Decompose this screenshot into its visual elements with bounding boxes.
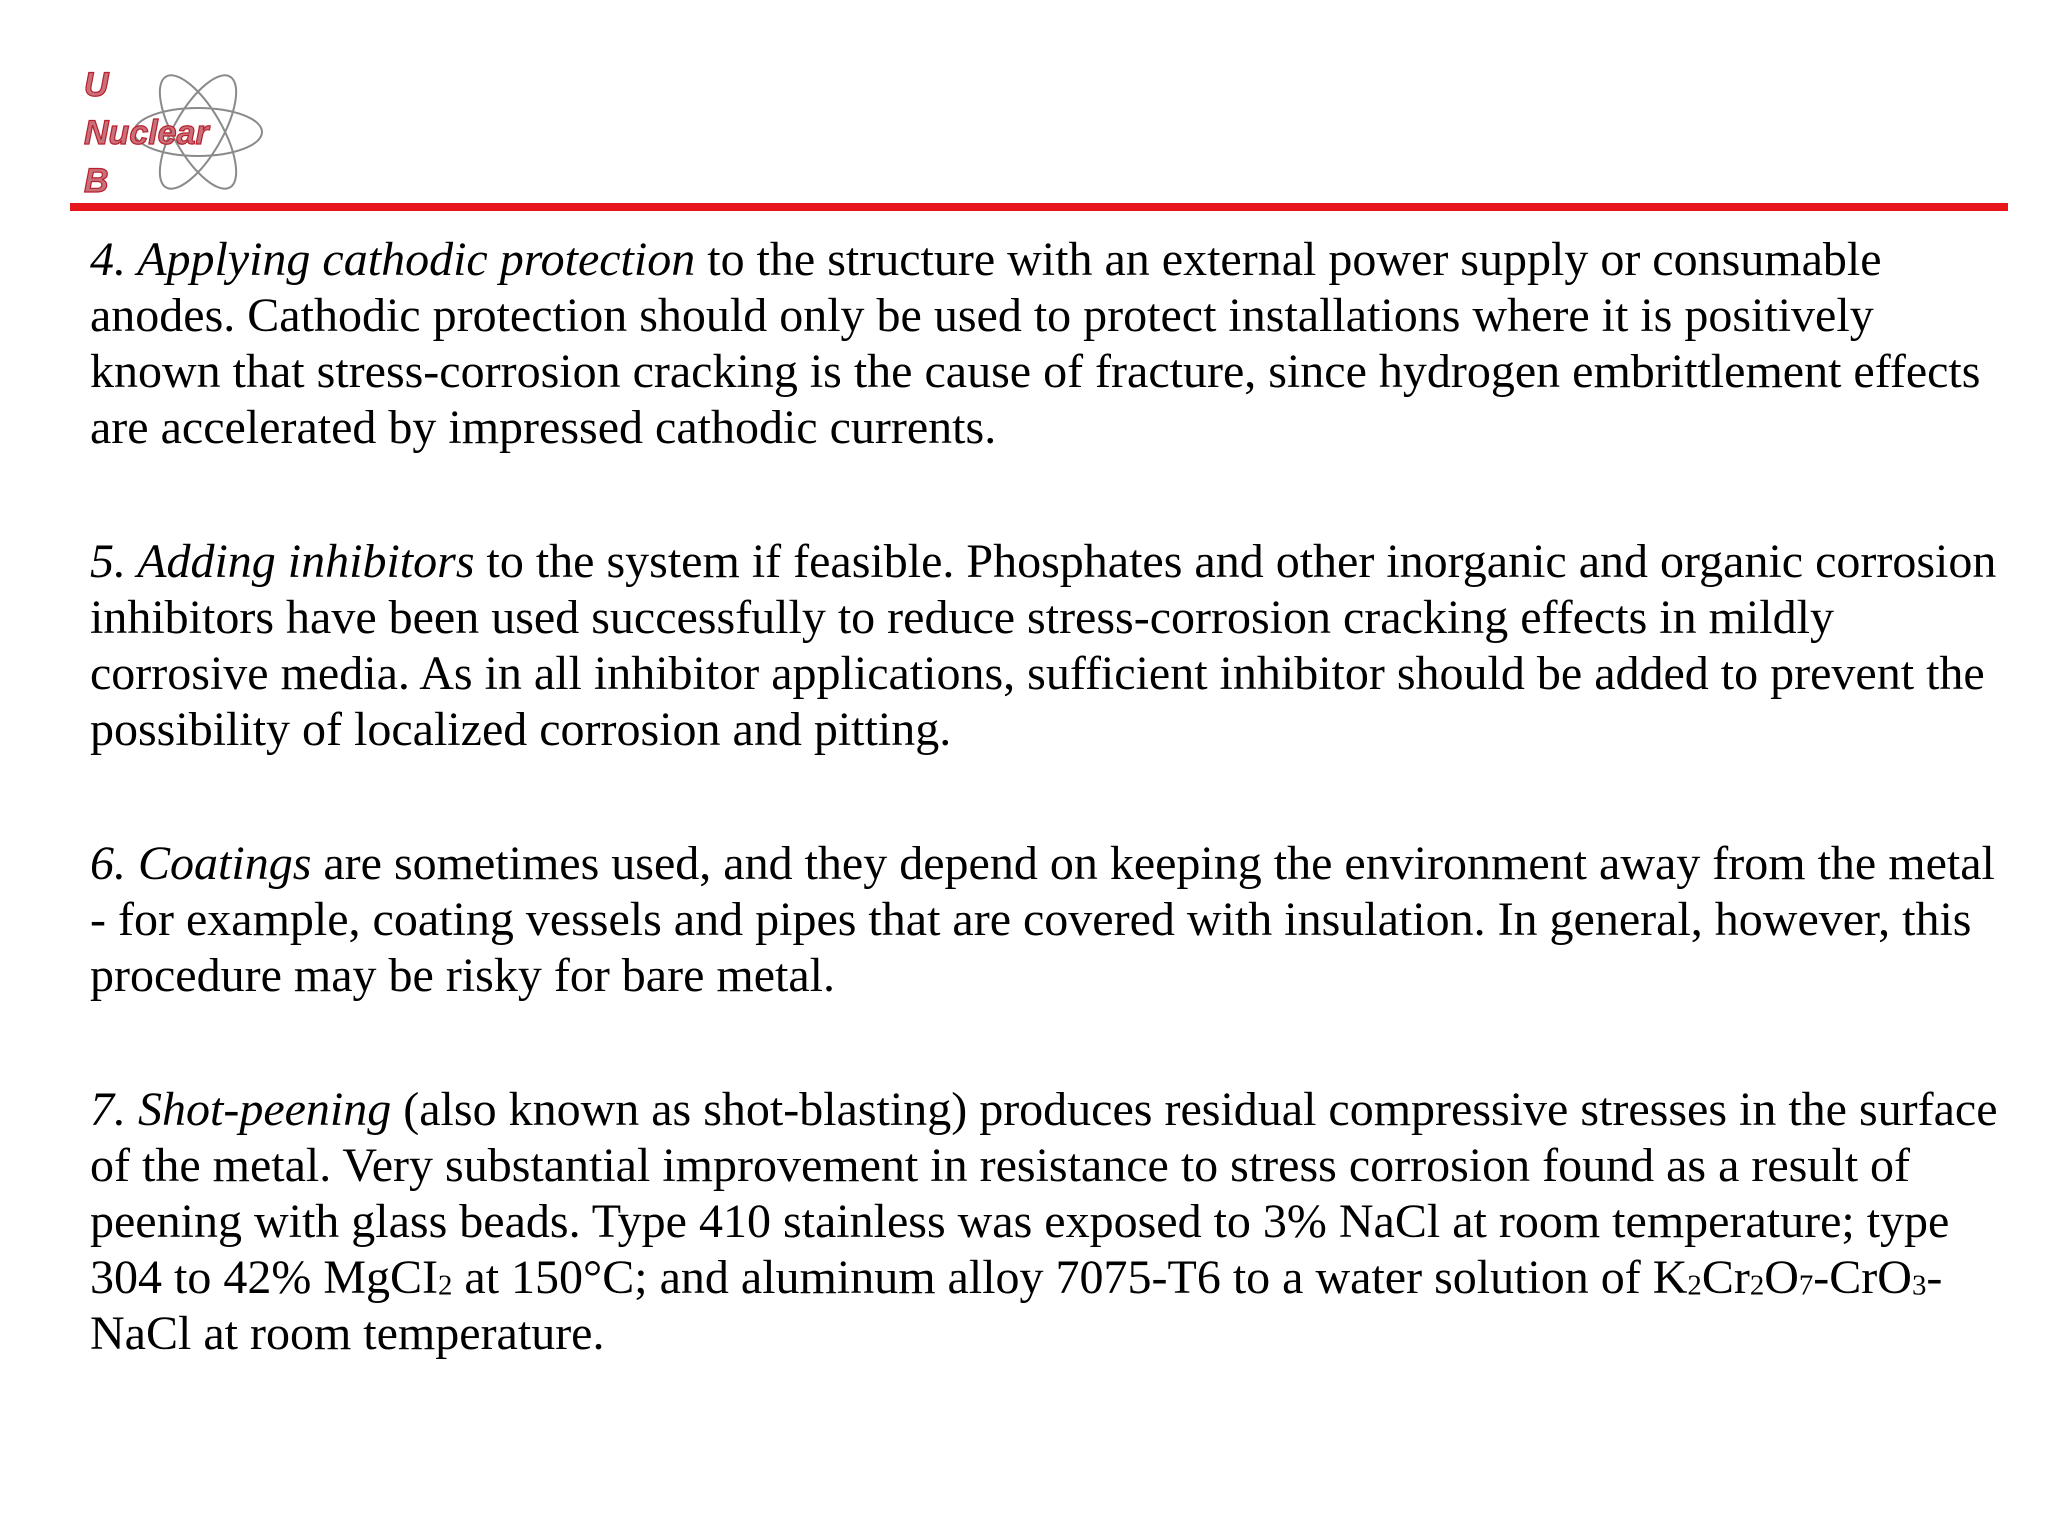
paragraph-body: to the structure with an external power supply or consumable anodes. Cathodic protection should only be used to protect installations where it is positively known that stress-corrosion cracking is the cause of fracture, since hydrogen embrittlement effects are accelerated by impressed cathodic currents. bbox=[90, 233, 1981, 454]
paragraph-body: (also known as shot-blasting) produces residual compressive stresses in the surface of the metal. Very substantial improvement in resistance to stress corrosion found as a result of peening with glass beads. Type 410 stainless was exposed to 3% NaCl at room temperature; type 304 to 42% MgCI bbox=[90, 1083, 1998, 1304]
logo-letter-b: B bbox=[84, 162, 109, 200]
unb-nuclear-logo bbox=[80, 58, 270, 204]
paragraph-coatings bbox=[90, 836, 2010, 1004]
subscript: 2 bbox=[438, 1269, 453, 1302]
logo-letter-u: U bbox=[84, 66, 109, 104]
paragraph-lead: 5. Adding inhibitors bbox=[90, 535, 475, 588]
logo-word-nuclear: Nuclear bbox=[84, 114, 209, 152]
paragraph-lead: 7. Shot-peening bbox=[90, 1083, 392, 1136]
paragraph-body: Cr bbox=[1701, 1251, 1750, 1304]
paragraph-body: at 150°C; and aluminum alloy 7075-T6 to a water solution of K bbox=[452, 1251, 1688, 1304]
paragraph-shot-peening bbox=[90, 1082, 2010, 1362]
subscript: 7 bbox=[1798, 1269, 1814, 1302]
paragraph-body: are sometimes used, and they depend on keeping the environment away from the metal - for example, coating vessels and pipes that are covered with insulation. In general, however, this procedure may be risky for bare metal. bbox=[90, 837, 1995, 1002]
paragraph-adding-inhibitors bbox=[90, 534, 2010, 758]
subscript: 3 bbox=[1911, 1269, 1927, 1302]
slide-body bbox=[90, 232, 2010, 1440]
paragraph-body: to the system if feasible. Phosphates and other inorganic and organic corrosion inhibitors have been used successfully to reduce stress-corrosion cracking effects in mildly corrosive media. As in all inhibitor applications, sufficient inhibitor should be added to prevent the possibility of localized corrosion and pitting. bbox=[90, 535, 1997, 756]
subscript: 2 bbox=[1687, 1269, 1702, 1302]
paragraph-body: -NaCl at room temperature. bbox=[90, 1251, 1943, 1360]
subscript: 2 bbox=[1749, 1269, 1765, 1302]
paragraph-cathodic-protection bbox=[90, 232, 2010, 456]
paragraph-lead: 4. Applying cathodic protection bbox=[90, 233, 696, 286]
paragraph-body: O bbox=[1764, 1251, 1799, 1304]
paragraph-lead: 6. Coatings bbox=[90, 837, 312, 890]
paragraph-body: -CrO bbox=[1813, 1251, 1912, 1304]
header-rule bbox=[70, 203, 2008, 211]
